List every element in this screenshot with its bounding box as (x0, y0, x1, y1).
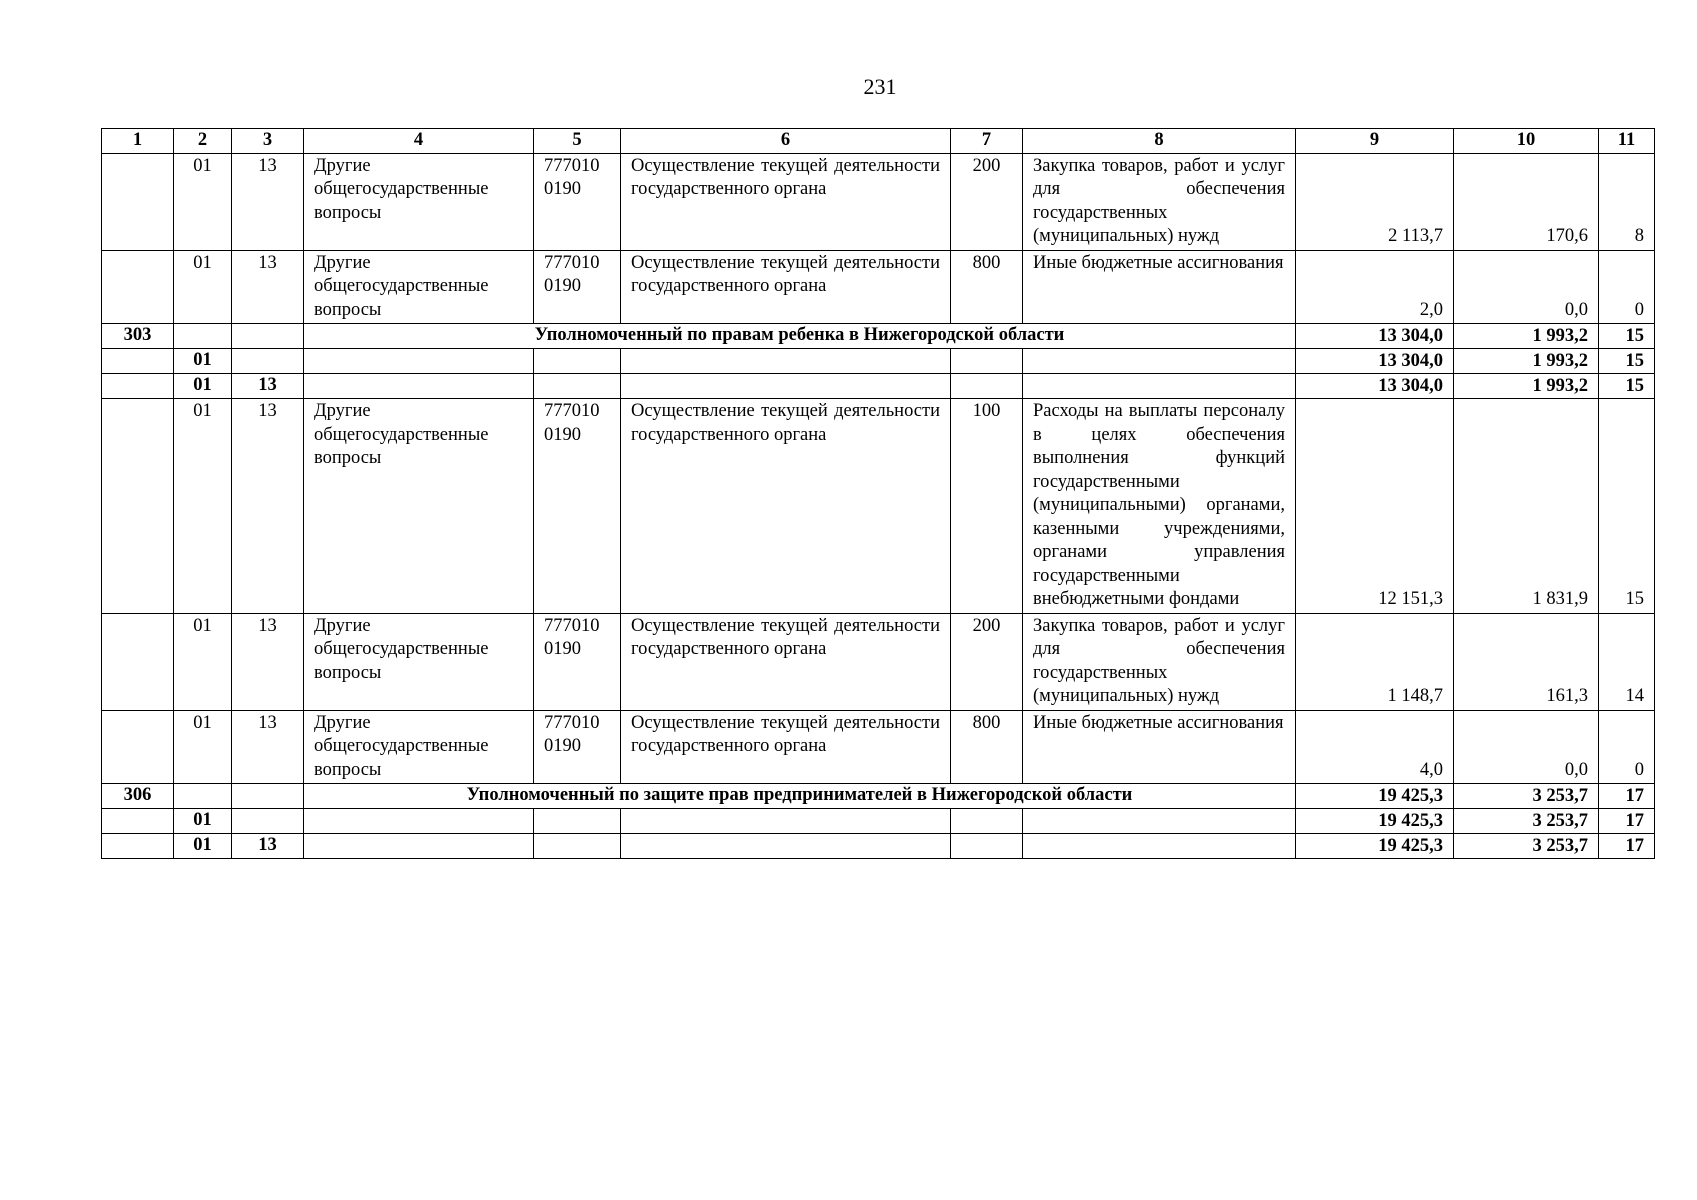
cell-percent: 15 (1599, 349, 1655, 374)
detail-row (102, 399, 1655, 614)
cell-subsection (232, 349, 304, 374)
header-cell: 3 (232, 129, 304, 154)
cell-admin-code (102, 809, 174, 834)
cell-target-article (534, 250, 621, 324)
cell-subsection: 13 (232, 374, 304, 399)
cell-empty (534, 349, 621, 374)
cell-admin-code: 306 (102, 784, 174, 809)
cell-empty (304, 809, 534, 834)
cell-subsection: 13 (232, 153, 304, 250)
cell-percent: 17 (1599, 809, 1655, 834)
target-article-part: 0190 (544, 639, 581, 659)
cell-subsection-name: Другие общегосударственные вопросы (304, 250, 534, 324)
cell-section: 01 (174, 349, 232, 374)
header-cell: 5 (534, 129, 621, 154)
cell-percent: 8 (1599, 153, 1655, 250)
target-article-part: 777010 (544, 712, 600, 733)
cell-admin-code: 303 (102, 324, 174, 349)
detail-row (102, 710, 1655, 784)
cell-expense-type: 200 (951, 153, 1023, 250)
cell-admin-code (102, 153, 174, 250)
detail-row (102, 153, 1655, 250)
cell-actual-amount: 161,3 (1454, 613, 1599, 710)
cell-expense-type-name: Иные бюджетные ассигнования (1023, 710, 1296, 784)
cell-admin-code (102, 250, 174, 324)
cell-article-name: Осуществление текущей деятельности государственного органа (621, 399, 951, 614)
cell-empty (621, 834, 951, 859)
header-cell: 2 (174, 129, 232, 154)
cell-percent: 15 (1599, 374, 1655, 399)
cell-expense-type-name: Расходы на выплаты персоналу в целях обеспечения выполнения функций государственными (муниципальными) органами, казенными учреждениями, органами управления государственными внебюджетными фондами (1023, 399, 1296, 614)
target-article-part: 777010 (544, 155, 600, 176)
cell-percent: 17 (1599, 834, 1655, 859)
cell-section (174, 784, 232, 809)
cell-plan-amount: 2 113,7 (1296, 153, 1454, 250)
header-cell: 11 (1599, 129, 1655, 154)
cell-actual-amount: 170,6 (1454, 153, 1599, 250)
cell-percent: 15 (1599, 324, 1655, 349)
cell-plan-amount: 19 425,3 (1296, 834, 1454, 859)
cell-empty (304, 374, 534, 399)
table-header-row (102, 129, 1655, 154)
cell-plan-amount: 12 151,3 (1296, 399, 1454, 614)
cell-actual-amount: 3 253,7 (1454, 834, 1599, 859)
cell-expense-type: 100 (951, 399, 1023, 614)
cell-subsection-name: Другие общегосударственные вопросы (304, 710, 534, 784)
target-article-part: 0190 (544, 179, 581, 199)
cell-section (174, 324, 232, 349)
cell-subsection-name: Другие общегосударственные вопросы (304, 399, 534, 614)
cell-plan-amount: 13 304,0 (1296, 349, 1454, 374)
target-article-part: 777010 (544, 252, 600, 273)
cell-section: 01 (174, 710, 232, 784)
cell-percent: 0 (1599, 250, 1655, 324)
header-cell: 7 (951, 129, 1023, 154)
cell-target-article (534, 153, 621, 250)
cell-empty (951, 374, 1023, 399)
page-number: 231 (863, 74, 897, 99)
header-cell: 1 (102, 129, 174, 154)
cell-expense-type-name: Иные бюджетные ассигнования (1023, 250, 1296, 324)
cell-plan-amount: 19 425,3 (1296, 784, 1454, 809)
header-cell: 8 (1023, 129, 1296, 154)
cell-article-name: Осуществление текущей деятельности государственного органа (621, 710, 951, 784)
target-article-part: 777010 (544, 401, 600, 421)
cell-empty (304, 349, 534, 374)
cell-section: 01 (174, 613, 232, 710)
cell-admin-code (102, 374, 174, 399)
cell-expense-type-name: Закупка товаров, работ и услуг для обеспечения государственных (муниципальных) нужд (1023, 153, 1296, 250)
target-article-part: 0190 (544, 424, 581, 445)
cell-subsection: 13 (232, 834, 304, 859)
cell-actual-amount: 3 253,7 (1454, 784, 1599, 809)
subtotal-row (102, 834, 1655, 859)
cell-admin-code (102, 834, 174, 859)
cell-empty (1023, 349, 1296, 374)
cell-subsection: 13 (232, 710, 304, 784)
cell-empty (304, 834, 534, 859)
cell-percent: 0 (1599, 710, 1655, 784)
cell-actual-amount: 1 993,2 (1454, 374, 1599, 399)
cell-section: 01 (174, 250, 232, 324)
cell-empty (951, 834, 1023, 859)
cell-target-article (534, 710, 621, 784)
cell-article-name: Осуществление текущей деятельности государственного органа (621, 153, 951, 250)
header-cell: 4 (304, 129, 534, 154)
subtotal-row (102, 349, 1655, 374)
agency-title: Уполномоченный по правам ребенка в Нижегородской области (304, 324, 1296, 349)
agency-title-row (102, 324, 1655, 349)
cell-subsection (232, 784, 304, 809)
cell-actual-amount: 3 253,7 (1454, 809, 1599, 834)
cell-subsection (232, 809, 304, 834)
cell-empty (621, 809, 951, 834)
cell-target-article (534, 613, 621, 710)
cell-plan-amount: 2,0 (1296, 250, 1454, 324)
cell-empty (621, 374, 951, 399)
cell-empty (534, 809, 621, 834)
cell-plan-amount: 19 425,3 (1296, 809, 1454, 834)
cell-actual-amount: 0,0 (1454, 250, 1599, 324)
cell-article-name: Осуществление текущей деятельности государственного органа (621, 250, 951, 324)
cell-empty (534, 374, 621, 399)
cell-empty (951, 809, 1023, 834)
cell-empty (1023, 809, 1296, 834)
cell-subsection: 13 (232, 399, 304, 614)
cell-empty (951, 349, 1023, 374)
header-cell: 6 (621, 129, 951, 154)
cell-admin-code (102, 613, 174, 710)
cell-percent: 15 (1599, 399, 1655, 614)
target-article-part: 777010 (544, 615, 600, 636)
cell-plan-amount: 13 304,0 (1296, 324, 1454, 349)
detail-row (102, 250, 1655, 324)
cell-empty (534, 834, 621, 859)
cell-actual-amount: 1 993,2 (1454, 349, 1599, 374)
cell-subsection-name: Другие общегосударственные вопросы (304, 153, 534, 250)
cell-empty (621, 349, 951, 374)
cell-actual-amount: 0,0 (1454, 710, 1599, 784)
cell-percent: 17 (1599, 784, 1655, 809)
table-body (102, 129, 1655, 859)
subtotal-row (102, 809, 1655, 834)
cell-section: 01 (174, 834, 232, 859)
cell-section: 01 (174, 809, 232, 834)
cell-empty (1023, 374, 1296, 399)
cell-admin-code (102, 399, 174, 614)
cell-expense-type: 800 (951, 710, 1023, 784)
cell-plan-amount: 13 304,0 (1296, 374, 1454, 399)
cell-subsection (232, 324, 304, 349)
cell-article-name: Осуществление текущей деятельности государственного органа (621, 613, 951, 710)
budget-table (101, 128, 1655, 859)
target-article-part: 0190 (544, 736, 581, 756)
cell-subsection: 13 (232, 250, 304, 324)
cell-actual-amount: 1 993,2 (1454, 324, 1599, 349)
cell-section: 01 (174, 374, 232, 399)
cell-actual-amount: 1 831,9 (1454, 399, 1599, 614)
cell-expense-type: 800 (951, 250, 1023, 324)
target-article-part: 0190 (544, 276, 581, 296)
cell-admin-code (102, 349, 174, 374)
cell-admin-code (102, 710, 174, 784)
agency-title-row (102, 784, 1655, 809)
cell-expense-type: 200 (951, 613, 1023, 710)
cell-plan-amount: 1 148,7 (1296, 613, 1454, 710)
cell-target-article (534, 399, 621, 614)
cell-percent: 14 (1599, 613, 1655, 710)
cell-expense-type-name: Закупка товаров, работ и услуг для обеспечения государственных (муниципальных) нужд (1023, 613, 1296, 710)
agency-title: Уполномоченный по защите прав предпринимателей в Нижегородской области (304, 784, 1296, 809)
cell-subsection-name: Другие общегосударственные вопросы (304, 613, 534, 710)
cell-section: 01 (174, 399, 232, 614)
cell-plan-amount: 4,0 (1296, 710, 1454, 784)
header-cell: 10 (1454, 129, 1599, 154)
detail-row (102, 613, 1655, 710)
cell-subsection: 13 (232, 613, 304, 710)
subtotal-row (102, 374, 1655, 399)
header-cell: 9 (1296, 129, 1454, 154)
cell-section: 01 (174, 153, 232, 250)
cell-empty (1023, 834, 1296, 859)
